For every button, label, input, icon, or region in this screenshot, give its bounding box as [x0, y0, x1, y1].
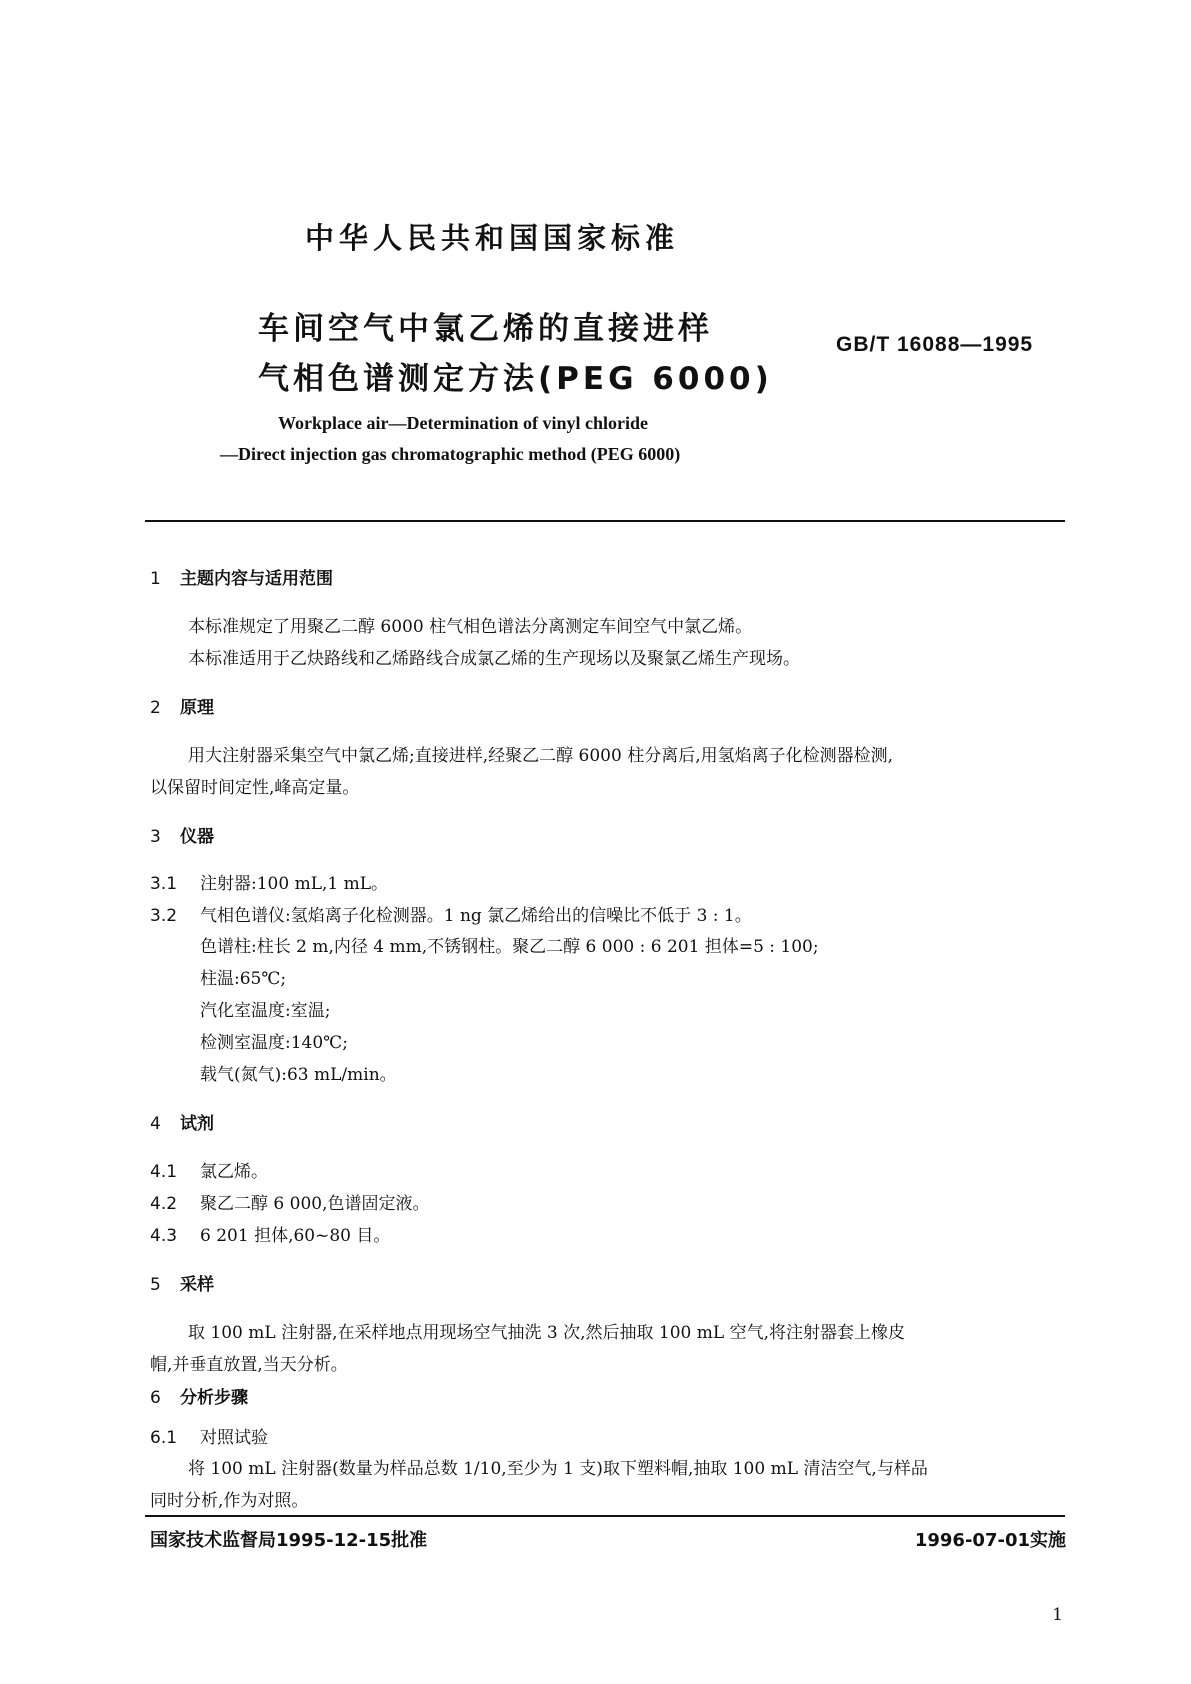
section-number: 1 — [150, 569, 161, 589]
title-cn-line1: 车间空气中氯乙烯的直接进样 — [258, 311, 713, 347]
clause-number: 4.2 — [150, 1194, 178, 1214]
carrier-gas-line: 载气(氮气):63 mL/min。 — [200, 1065, 397, 1085]
vaporizer-temp-line: 汽化室温度:室温; — [200, 1001, 331, 1021]
clause-number: 6.1 — [150, 1428, 178, 1448]
clause-4-3 — [150, 1221, 390, 1246]
section-title: 采样 — [180, 1275, 214, 1295]
section-5-paragraph-line2: 帽,并垂直放置,当天分析。 — [150, 1355, 348, 1375]
footer-divider — [145, 1515, 1065, 1517]
section-title: 仪器 — [180, 827, 214, 847]
section-3-heading — [150, 822, 214, 847]
section-number: 2 — [150, 698, 161, 718]
section-number: 5 — [150, 1275, 161, 1295]
section-2-paragraph-line2: 以保留时间定性,峰高定量。 — [150, 778, 360, 798]
section-number: 3 — [150, 827, 161, 847]
title-cn-line2: 气相色谱测定方法(PEG 6000) — [258, 361, 773, 397]
implementation-date: 1996-07-01实施 — [914, 1530, 1066, 1551]
clause-number: 3.2 — [150, 906, 178, 926]
clause-4-2 — [150, 1189, 429, 1214]
clause-4-1 — [150, 1157, 268, 1182]
clause-text: 6 201 担体,60~80 目。 — [200, 1226, 391, 1246]
clause-number: 4.3 — [150, 1226, 178, 1246]
clause-6-1 — [150, 1423, 268, 1448]
title-en-line1: Workplace air—Determination of vinyl chloride — [278, 413, 648, 433]
section-6-paragraph-line1: 将 100 mL 注射器(数量为样品总数 1/10,至少为 1 支)取下塑料帽,抽取 100 mL 清洁空气,与样品 — [188, 1459, 928, 1479]
section-1-heading — [150, 564, 333, 589]
section-5-paragraph-line1: 取 100 mL 注射器,在采样地点用现场空气抽洗 3 次,然后抽取 100 mL 空气,将注射器套上橡皮 — [188, 1323, 905, 1343]
clause-number: 4.1 — [150, 1162, 178, 1182]
title-en-line2: —Direct injection gas chromatographic method (PEG 6000) — [220, 444, 681, 464]
section-2-paragraph-line1: 用大注射器采集空气中氯乙烯;直接进样,经聚乙二醇 6000 柱分离后,用氢焰离子化检测器检测, — [188, 746, 894, 766]
column-spec-line: 色谱柱:柱长 2 m,内径 4 mm,不锈钢柱。聚乙二醇 6 000 : 6 201 担体=5 : 100; — [200, 937, 819, 957]
section-title: 分析步骤 — [180, 1388, 248, 1408]
section-number: 6 — [150, 1388, 161, 1408]
clause-3-2 — [150, 901, 752, 926]
section-1-paragraph-1: 本标准规定了用聚乙二醇 6000 柱气相色谱法分离测定车间空气中氯乙烯。 — [188, 617, 753, 637]
section-5-heading — [150, 1270, 214, 1295]
section-4-heading — [150, 1109, 214, 1134]
section-title: 原理 — [180, 698, 214, 718]
clause-number: 3.1 — [150, 874, 178, 894]
clause-text: 对照试验 — [200, 1428, 268, 1448]
section-6-paragraph-line2: 同时分析,作为对照。 — [150, 1491, 309, 1511]
section-number: 4 — [150, 1114, 161, 1134]
section-title: 试剂 — [180, 1114, 214, 1134]
clause-text: 聚乙二醇 6 000,色谱固定液。 — [200, 1194, 430, 1214]
clause-3-1 — [150, 869, 388, 894]
national-standard-heading: 中华人民共和国国家标准 — [305, 221, 680, 255]
standard-number: GB/T 16088—1995 — [836, 333, 1034, 356]
header-divider — [145, 520, 1065, 522]
clause-text: 气相色谱仪:氢焰离子化检测器。1 ng 氯乙烯给出的信噪比不低于 3 : 1。 — [200, 906, 752, 926]
page-number: 1 — [1052, 1605, 1063, 1625]
detector-temp-line: 检测室温度:140℃; — [200, 1033, 348, 1053]
approval-date: 国家技术监督局1995-12-15批准 — [150, 1530, 428, 1551]
section-6-heading — [150, 1383, 248, 1408]
column-temp-line: 柱温:65℃; — [200, 969, 287, 989]
section-title: 主题内容与适用范围 — [180, 569, 333, 589]
section-1-paragraph-2: 本标准适用于乙炔路线和乙烯路线合成氯乙烯的生产现场以及聚氯乙烯生产现场。 — [188, 649, 800, 669]
section-2-heading — [150, 693, 214, 718]
clause-text: 注射器:100 mL,1 mL。 — [200, 874, 389, 894]
clause-text: 氯乙烯。 — [200, 1162, 268, 1182]
